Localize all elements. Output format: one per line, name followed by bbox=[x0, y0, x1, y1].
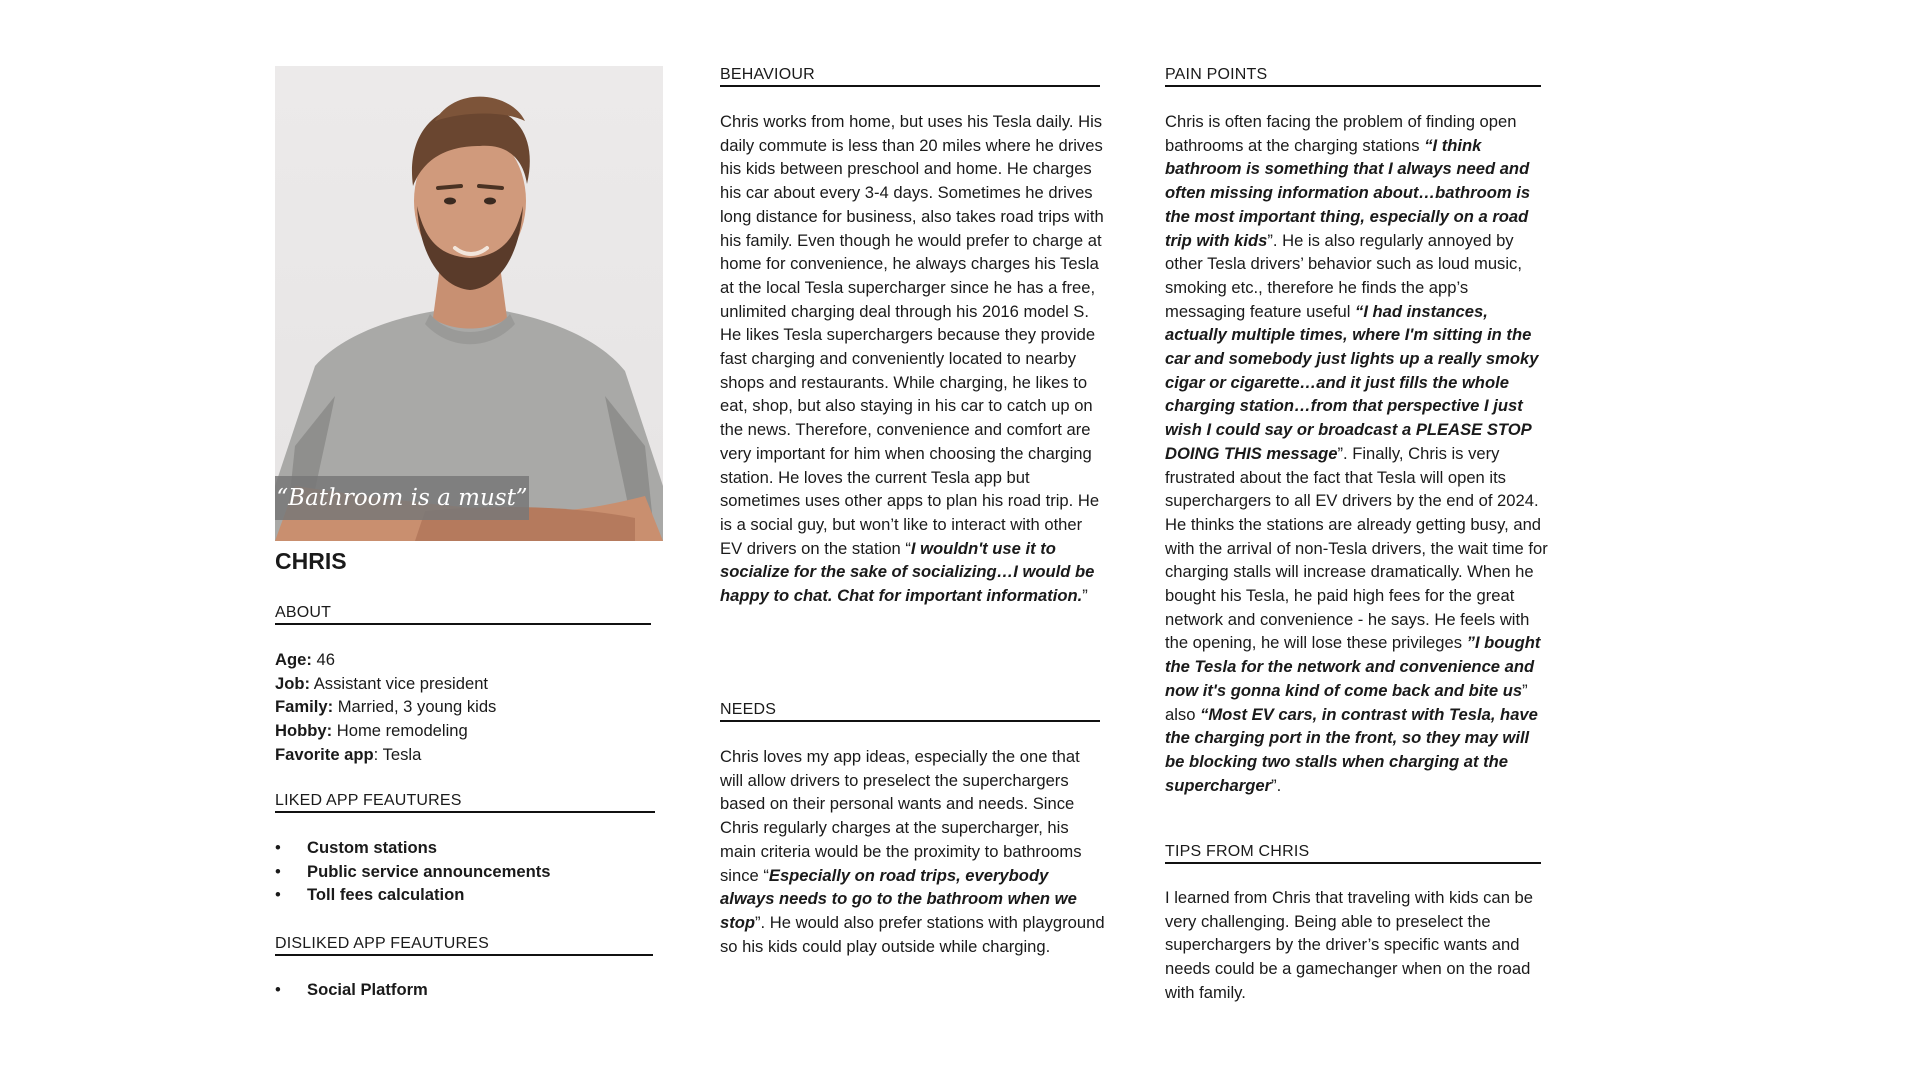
behaviour-text: Chris works from home, but uses his Tesla daily. His daily commute is less than 20 miles where he drives his kids between preschool and home. He charges his car about every 3-4 days. Sometimes he drives long distance for business, also takes road trips with his family. Even though he would prefer to charge at home for convenience, he always charges his Tesla at the local Tesla supercharger since he has a free, unlimited charging deal through his 2016 model S. He likes Tesla superchargers because they provide fast charging and conveniently located to nearby shops and restaurants. While charging, he likes to eat, shop, but also staying in his car to catch up on the news. Therefore, convenience and comfort are very important for him when choosing the charging station. He loves the current Tesla app but sometimes uses other apps to plan his road trip. He is a social guy, but won’t like to interact with other EV drivers on the station “I wouldn't use it to socialize for the sake of socializing…I would be happy to chat. Chat for important information.” bbox=[720, 112, 1104, 606]
fact-job: Job: Assistant vice president bbox=[275, 673, 489, 693]
behaviour-heading: BEHAVIOUR bbox=[720, 66, 1100, 87]
pain-quote-charging-port: “Most EV cars, in contrast with Tesla, have the charging port in the front, so they may will be blocking two stalls when charging at the supercharger bbox=[1165, 704, 1538, 795]
persona-portrait-illustration bbox=[275, 66, 663, 541]
pain-points-text: Chris is often facing the problem of finding open bathrooms at the charging stations “I think bathroom is something that I always need and often missing information about…bathroom is the most important thing, especially on a road trip with kids”. He is also regularly annoyed by other Tesla drivers’ behavior such as loud music, smoking etc., therefore he finds the app’s messaging feature useful “I had instances, actually multiple times, where I'm sitting in the car and somebody just lights up a really smoky cigar or cigarette…and it just fills the whole charging station…from that perspective I just wish I could say or broadcast a PLEASE STOP DOING THIS message”. Finally, Chris is very frustrated about the fact that Tesla will open its superchargers to all EV drivers by the end of 2024. He thinks the stations are already getting busy, and with the arrival of non-Tesla drivers, the wait time for charging stalls will increase dramatically. When he bought his Tesla, he paid high fees for the great network and convenience - he says. He feels with the opening, he will lose these privileges ”I bought the Tesla for the network and convenience and now it's gonna kind of come back and bite us” also “Most EV cars, in contrast with Tesla, have the charging port in the front, so they may will be blocking two stalls when charging at the supercharger”. bbox=[1165, 112, 1548, 795]
tips-heading: TIPS FROM CHRIS bbox=[1165, 843, 1541, 864]
pain-quote-bathroom: “I think bathroom is something that I always need and often missing information about…bathroom is the most important thing, especially on a road trip with kids bbox=[1165, 135, 1531, 250]
pain-quote-network: ”I bought the Tesla for the network and convenience and now it's gonna kind of come back and bite us bbox=[1165, 633, 1541, 700]
about-heading: ABOUT bbox=[275, 604, 651, 625]
list-item: • Custom stations bbox=[275, 836, 550, 860]
fact-favorite-app: Favorite app: Tesla bbox=[275, 744, 422, 764]
pain-quote-smoking: “I had instances, actually multiple times, where I'm sitting in the car and somebody just lights up a really smoky cigar or cigarette…and it just fills the whole charging station…from that perspective I just wish I could say or broadcast a PLEASE STOP DOING THIS message bbox=[1165, 301, 1539, 463]
list-item: • Public service announcements bbox=[275, 860, 550, 884]
pain-points-heading: PAIN POINTS bbox=[1165, 66, 1541, 87]
disliked-features-heading: DISLIKED APP FEAUTURES bbox=[275, 935, 653, 956]
about-facts bbox=[275, 648, 496, 767]
liked-features-list bbox=[275, 836, 550, 907]
persona-photo bbox=[275, 66, 663, 541]
fact-age: Age: 46 bbox=[275, 650, 335, 669]
persona-name: CHRIS bbox=[275, 548, 347, 574]
needs-quote: Especially on road trips, everybody always needs to go to the bathroom when we stop bbox=[720, 865, 1077, 932]
persona-quote: “Bathroom is a must” bbox=[275, 476, 529, 520]
disliked-features-list bbox=[275, 978, 428, 1002]
behaviour-quote: I wouldn't use it to socialize for the sake of socializing…I would be happy to chat. Chat for important information. bbox=[720, 538, 1095, 606]
needs-heading: NEEDS bbox=[720, 701, 1100, 722]
liked-features-heading: LIKED APP FEAUTURES bbox=[275, 792, 655, 813]
tips-text: I learned from Chris that traveling with kids can be very challenging. Being able to preselect the superchargers by the driver’s specific wants and needs could be a gamechanger when on the road with family. bbox=[1165, 888, 1533, 1002]
fact-family: Family: Married, 3 young kids bbox=[275, 697, 497, 717]
list-item: • Toll fees calculation bbox=[275, 883, 550, 907]
fact-hobby: Hobby: Home remodeling bbox=[275, 721, 468, 741]
list-item: • Social Platform bbox=[275, 978, 428, 1002]
needs-text: Chris loves my app ideas, especially the one that will allow drivers to preselect the superchargers based on their personal wants and needs. Since Chris regularly charges at the supercharger, his main criteria would be the proximity to bathrooms since “Especially on road trips, everybody always needs to go to the bathroom when we stop”. He would also prefer stations with playground so his kids could play outside while charging. bbox=[720, 747, 1105, 956]
